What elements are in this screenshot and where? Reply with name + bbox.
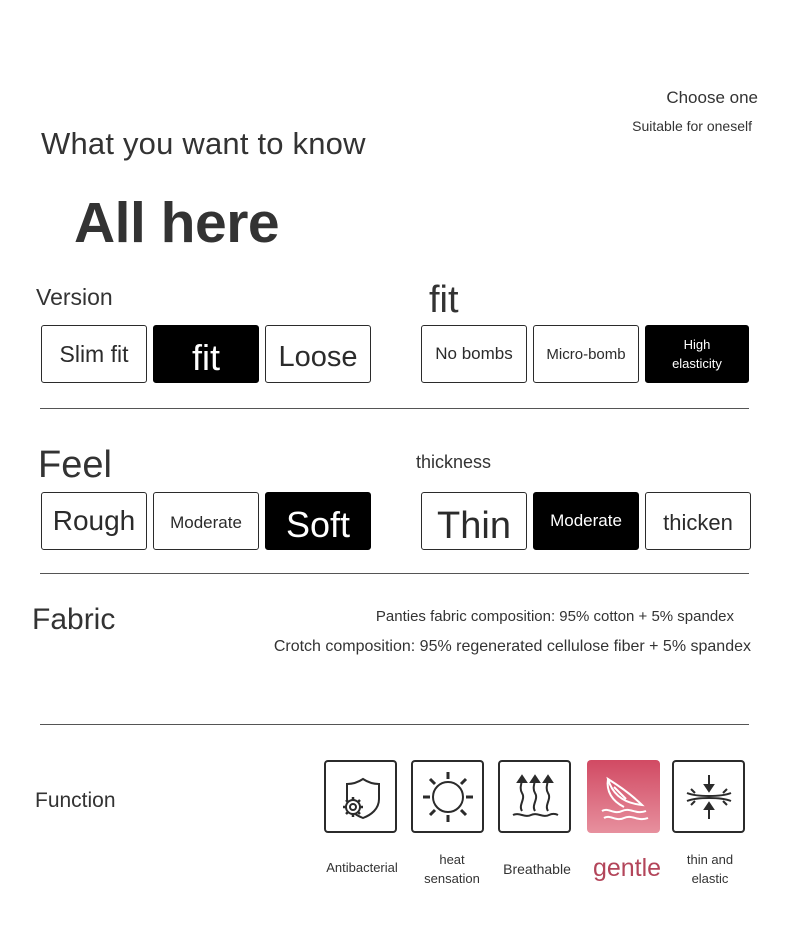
fit-option-micro-bomb[interactable]: Micro-bomb (533, 325, 639, 383)
feather-icon (587, 760, 660, 833)
feel-option-moderate[interactable]: Moderate (153, 492, 259, 550)
function-label-gentle: gentle (592, 854, 662, 882)
function-label-antibacterial: Antibacterial (326, 860, 398, 875)
thickness-label: thickness (416, 452, 492, 472)
divider (40, 724, 749, 725)
compress-icon (672, 760, 745, 833)
page-subtitle: All here (74, 191, 280, 255)
fit-option-no-bombs[interactable]: No bombs (421, 325, 527, 383)
function-label-breathable: Breathable (503, 861, 571, 877)
fabric-composition-line-2: Crotch composition: 95% regenerated cellulose fiber + 5% spandex (273, 638, 751, 655)
function-label-thin-elastic: thin and elastic (686, 852, 734, 886)
version-option-slim-fit[interactable]: Slim fit (41, 325, 147, 383)
version-label: Version (36, 284, 113, 310)
function-label: Function (35, 789, 116, 812)
thickness-option-thicken[interactable]: thicken (645, 492, 751, 550)
fabric-label: Fabric (32, 603, 116, 636)
function-label-heat-sensation: heat sensation (424, 852, 480, 886)
feel-option-rough[interactable]: Rough (41, 492, 147, 550)
divider (40, 408, 749, 409)
thickness-option-thin[interactable]: Thin (421, 492, 527, 550)
feel-label: Feel (38, 444, 112, 486)
fit-option-high-elasticity[interactable]: High elasticity (645, 325, 749, 383)
sun-icon (411, 760, 484, 833)
thickness-option-moderate[interactable]: Moderate (533, 492, 639, 550)
feel-option-soft[interactable]: Soft (265, 492, 371, 550)
fabric-composition-line-1: Panties fabric composition: 95% cotton + 5% spandex (375, 608, 734, 625)
divider (40, 573, 749, 574)
suitable-text: Suitable for oneself (632, 118, 752, 134)
version-option-loose[interactable]: Loose (265, 325, 371, 383)
choose-one-text: Choose one (666, 88, 758, 107)
fit-label: fit (429, 279, 459, 321)
page-title: What you want to know (41, 126, 366, 161)
wave-arrows-icon (498, 760, 571, 833)
shield-gear-icon (324, 760, 397, 833)
version-option-fit[interactable]: fit (153, 325, 259, 383)
